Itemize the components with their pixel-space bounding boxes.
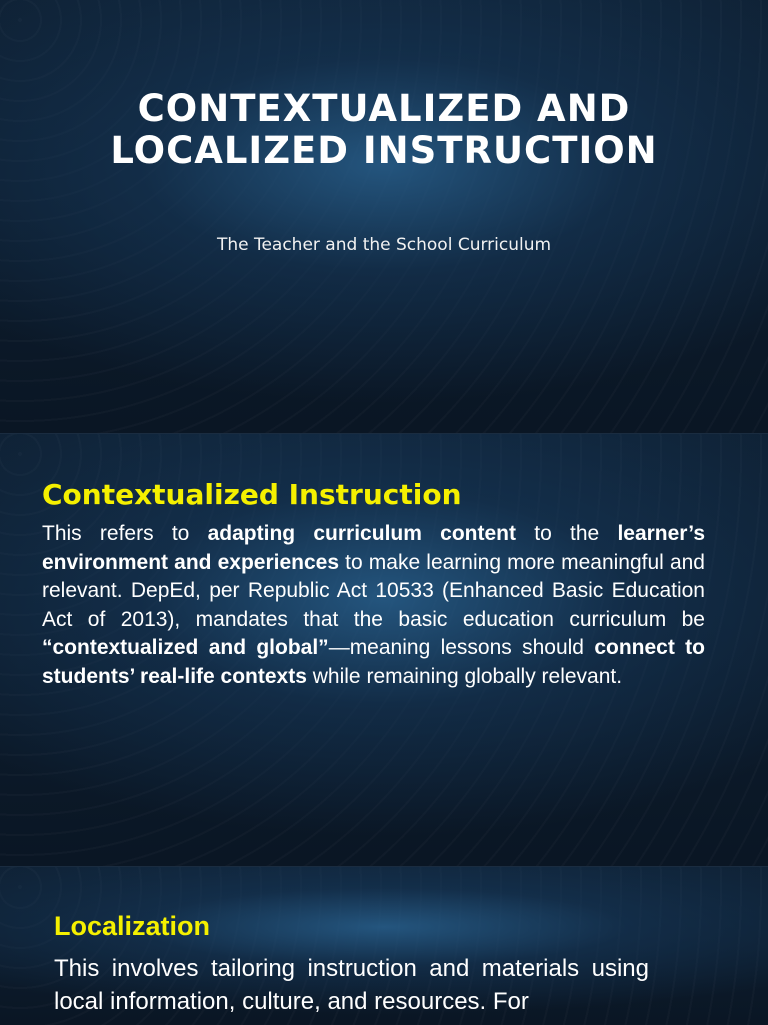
title-line-1: CONTEXTUALIZED AND xyxy=(137,87,631,130)
body-run: to make learning more meaningful and relevant. DepEd, per Republic Act 10533 (Enhanced Basic Education Act of 2013), mandates that the basic education curriculum be xyxy=(42,550,705,631)
section-heading: Localization xyxy=(54,911,211,941)
section-body: This involves tailoring instruction and materials using local information, culture, and resources. For xyxy=(54,955,649,1015)
body-run-bold: connect to students’ real-life contexts xyxy=(42,636,705,688)
contextualized-instruction-slide xyxy=(0,433,768,866)
body-run-bold: learner’s environment and experiences xyxy=(42,522,705,574)
localization-slide xyxy=(0,866,768,1025)
body-run-bold: “contextualized and global” xyxy=(42,636,329,660)
body-run: This refers to xyxy=(42,522,208,545)
title-line-2: LOCALIZED INSTRUCTION xyxy=(110,129,658,172)
body-run: to the xyxy=(515,522,618,545)
title-slide xyxy=(0,0,768,433)
section-heading: Contextualized Instruction xyxy=(42,478,462,511)
body-run-bold: adapting curriculum content xyxy=(207,522,516,545)
presentation-title xyxy=(40,88,728,172)
section-body xyxy=(42,520,705,692)
body-run: —meaning lessons should xyxy=(328,636,595,660)
body-run: while remaining globally relevant. xyxy=(306,664,623,688)
presentation-subtitle: The Teacher and the School Curriculum xyxy=(216,235,552,255)
